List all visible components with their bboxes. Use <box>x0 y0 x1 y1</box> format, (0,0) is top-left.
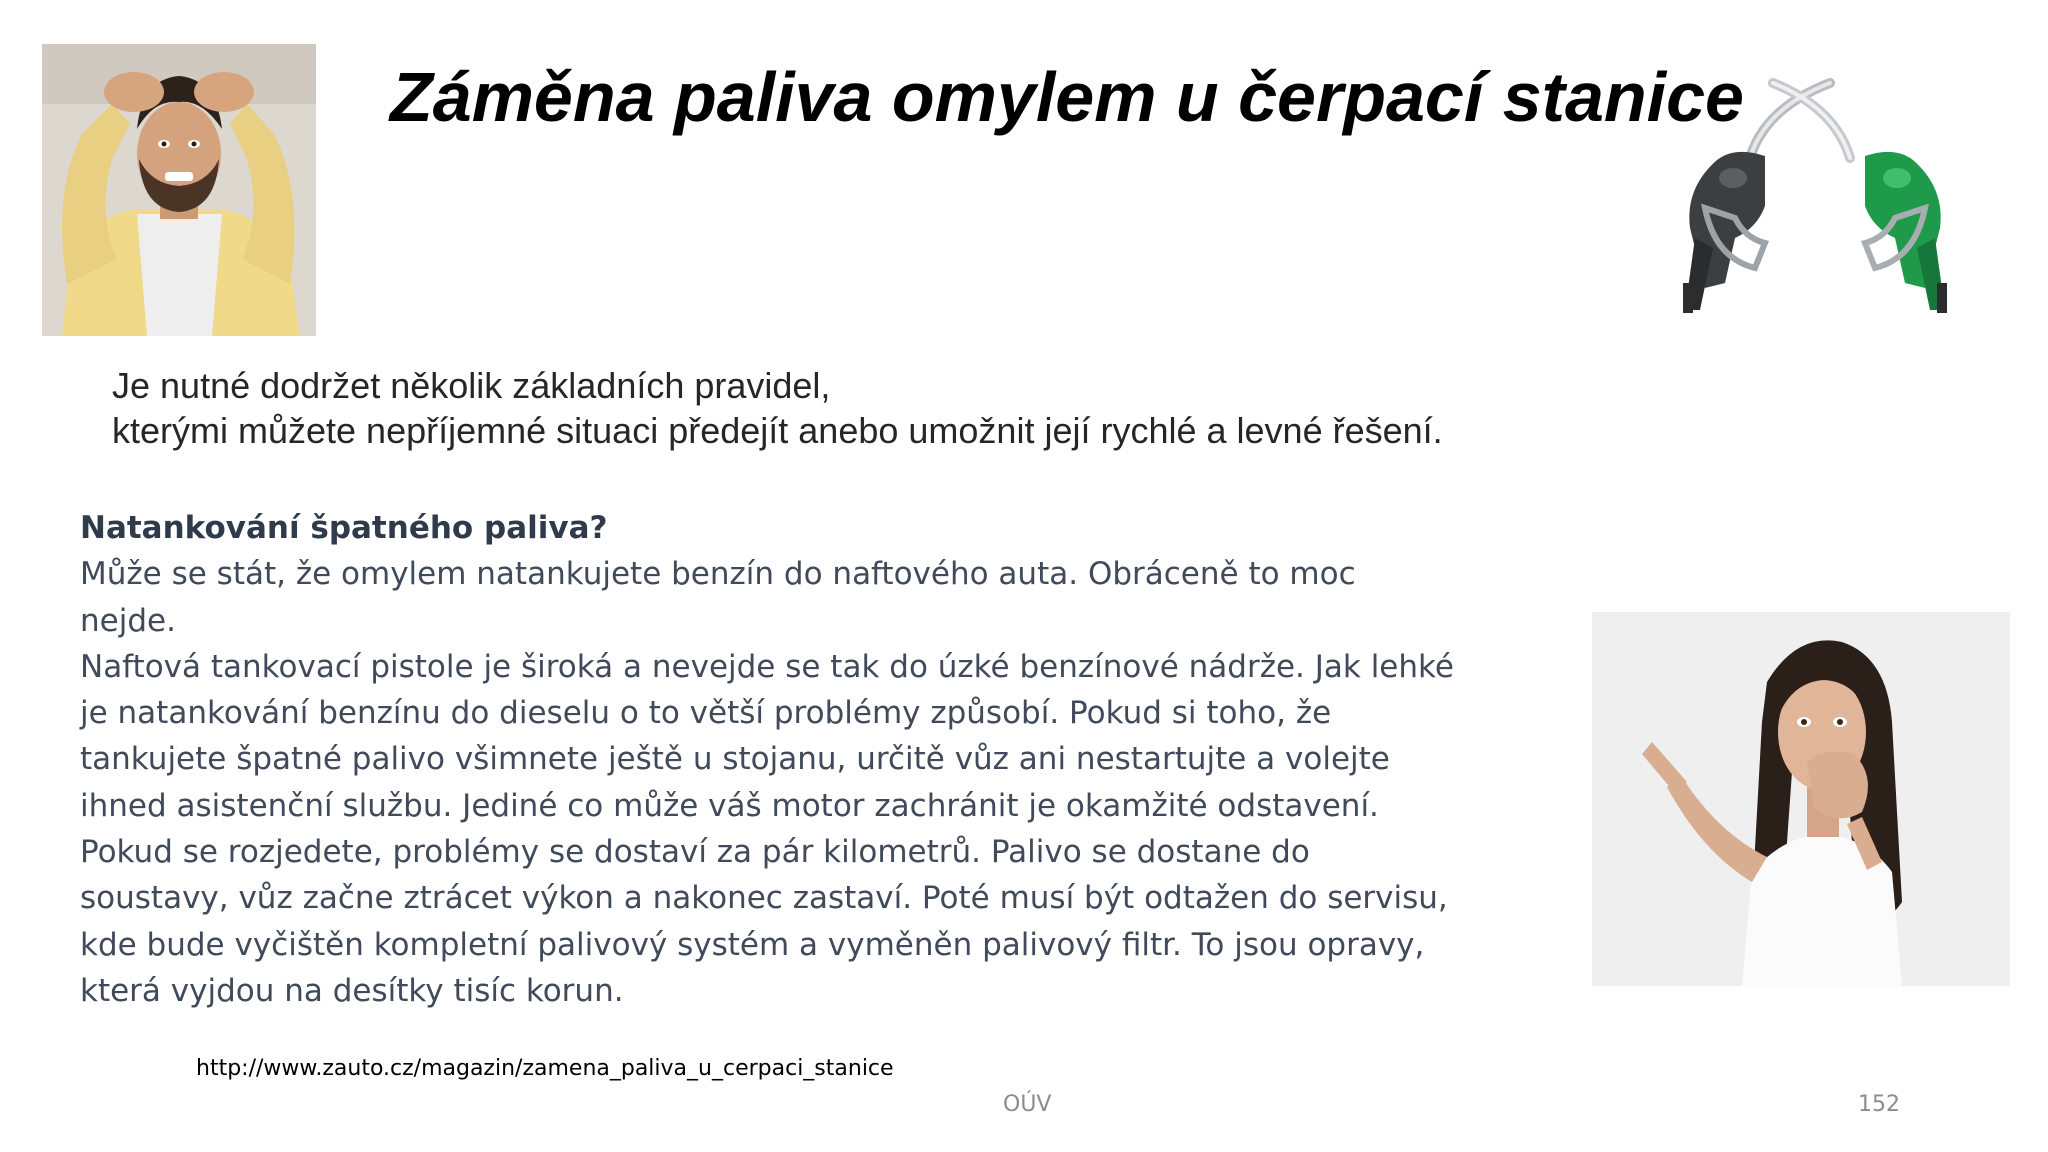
paragraph-1: Může se stát, že omylem natankujete benzín do naftového auta. Obráceně to moc nejde. <box>80 556 1356 639</box>
fuel-nozzles-illustration <box>1655 78 1975 318</box>
surprised-woman-pointing-photo <box>1592 612 2010 986</box>
source-url[interactable]: http://www.zauto.cz/magazin/zamena_paliva_u_cerpaci_stanice <box>196 1056 894 1081</box>
section-heading: Natankování špatného paliva? <box>80 510 608 546</box>
page-number: 152 <box>1858 1092 1900 1117</box>
intro-text <box>112 363 1443 453</box>
footer-label: OÚV <box>1003 1092 1052 1117</box>
intro-line-1: Je nutné dodržet několik základních pravidel, <box>112 365 831 406</box>
body-text-block <box>80 505 1460 1014</box>
stressed-man-photo <box>42 44 316 336</box>
paragraph-2: Naftová tankovací pistole je široká a nevejde se tak do úzké benzínové nádrže. Jak lehké je natankování benzínu do dieselu o to větší problémy způsobí. Pokud si toho, že tankujete špatné palivo všimnete ještě u stojanu, určitě vůz ani nestartujte a volejte ihned asistenční službu. Jediné co může váš motor zachránit je okamžité odstavení. Pokud se rozjedete, problémy se dostaví za pár kilometrů. Palivo se dostane do soustavy, vůz začne ztrácet výkon a nakonec zastaví. Poté musí být odtažen do servisu, kde bude vyčištěn kompletní palivový systém a vyměněn palivový filtr. To jsou opravy, která vyjdou na desítky tisíc korun. <box>80 648 1454 1009</box>
slide-title: Záměna paliva omylem u čerpací stanice <box>390 58 1744 136</box>
intro-line-2: kterými můžete nepříjemné situaci předejít anebo umožnit její rychlé a levné řešení. <box>112 410 1443 451</box>
